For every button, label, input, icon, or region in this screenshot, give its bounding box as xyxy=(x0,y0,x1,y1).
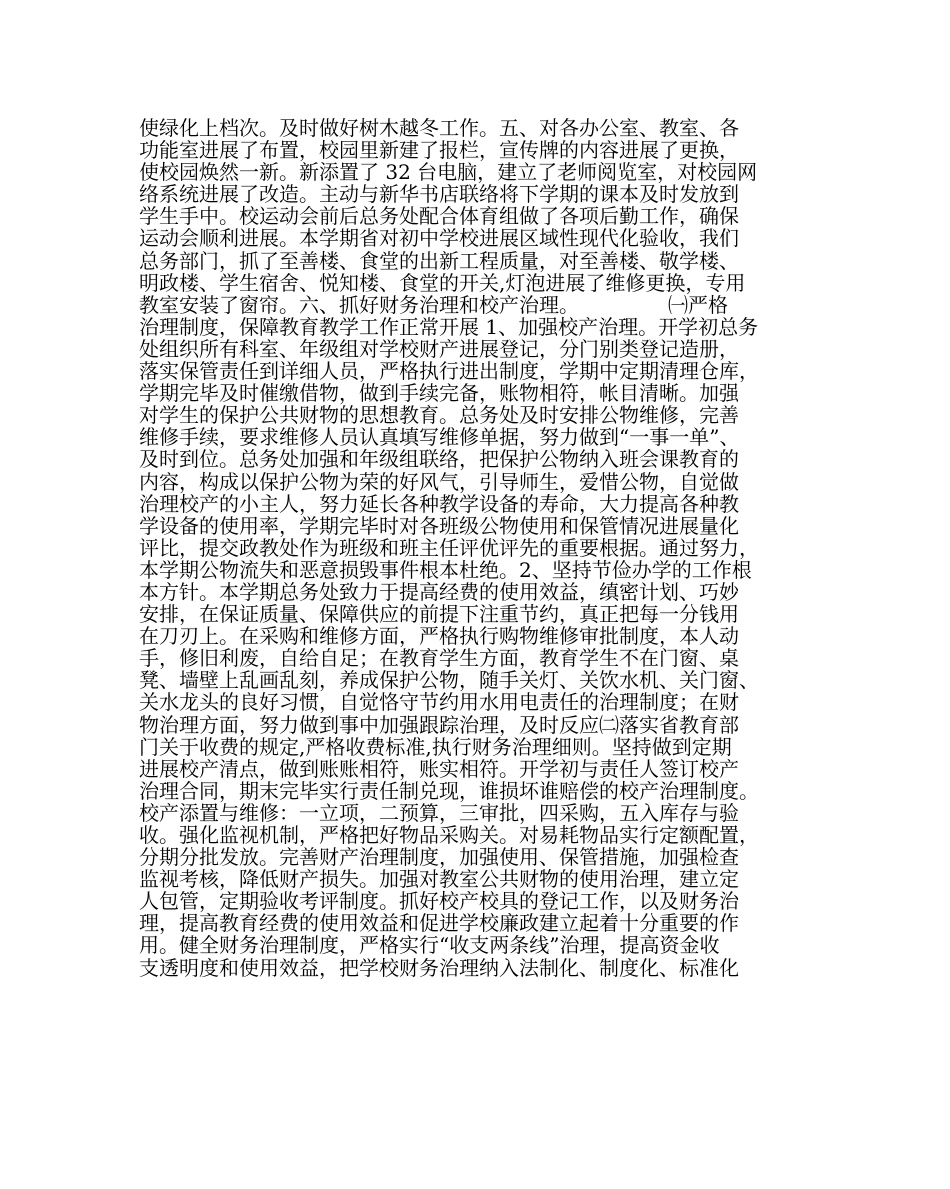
text-line: 收。强化监视机制，严格把好物品采购关。对易耗物品实行定额配置， xyxy=(139,823,759,847)
text-line: 监视考核，降低财产损失。加强对教室公共财物的使用治理，建立定 xyxy=(139,867,739,892)
text-line: 用。健全财务治理制度，严格实行“收支两条线”治理，提高资金收 xyxy=(139,933,720,958)
text-line: 学生手中。校运动会前后总务处配合体育组做了各项后勤工作，确保 xyxy=(139,204,739,229)
text-line: 使校园焕然一新。新添置了 32 台电脑，建立了老师阅览室，对校园网 xyxy=(139,160,758,185)
text-line: 功能室进展了布置，校园里新建了报栏，宣传牌的内容进展了更换， xyxy=(139,138,739,163)
text-line: 评比，提交政教处作为班级和班主任评优评先的重要根据。通过努力， xyxy=(139,535,759,560)
text-line: 及时到位。总务处加强和年级组联络，把保护公物纳入班会课教育的 xyxy=(139,447,739,472)
text-line: 学期完毕及时催缴借物，做到手续完备，账物相符，帐目清晰。加强 xyxy=(139,381,739,406)
text-line: 维修手续，要求维修人员认真填写维修单据，努力做到“一事一单”、 xyxy=(139,425,740,450)
text-line: 内容，构成以保护公物为荣的好风气，引导师生，爱惜公物，自觉做 xyxy=(139,469,739,494)
body-text xyxy=(139,117,819,979)
text-line: 人包管，定期验收考评制度。抓好校产校具的登记工作，以及财务治 xyxy=(139,889,739,914)
text-line: 进展校产清点，做到账账相符，账实相符。开学初与责任人签订校产 xyxy=(139,756,739,781)
text-line: 门关于收费的规定,严格收费标准,执行财务治理细则。坚持做到定期 xyxy=(139,734,732,759)
text-line: 落实保管责任到详细人员，严格执行进出制度，学期中定期清理仓库， xyxy=(139,359,759,384)
text-line: 理，提高教育经费的使用效益和促进学校廉政建立起着十分重要的作 xyxy=(139,911,739,936)
text-line: 治理合同，期末完毕实行责任制兑现，谁损坏谁赔偿的校产治理制度。 xyxy=(139,778,759,803)
text-line: 治理校产的小主人，努力延长各种教学设备的寿命，大力提高各种教 xyxy=(139,491,739,516)
text-line: 校产添置与维修：一立项，二预算，三审批，四采购，五入库存与验 xyxy=(139,800,739,825)
text-line: 使绿化上档次。及时做好树木越冬工作。五、对各办公室、教室、各 xyxy=(139,116,739,140)
text-line: 手，修旧利废，自给自足；在教育学生方面，教育学生不在门窗、桌 xyxy=(139,646,739,671)
text-line: 对学生的保护公共财物的思想教育。总务处及时安排公物维修，完善 xyxy=(139,403,739,428)
text-line: 支透明度和使用效益，把学校财务治理纳入法制化、制度化、标准化 xyxy=(139,955,739,980)
text-line: 安排，在保证质量、保障供应的前提下注重节约，真正把每一分钱用 xyxy=(139,602,739,627)
text-line: 运动会顺利进展。本学期省对初中学校进展区域性现代化验收，我们 xyxy=(139,226,739,251)
text-line: 总务部门，抓了至善楼、食堂的出新工程质量，对至善楼、敬学楼、 xyxy=(139,248,739,273)
text-line: 明政楼、学生宿舍、悦知楼、食堂的开关,灯泡进展了维修更换，专用 xyxy=(139,270,746,295)
text-line: 物治理方面，努力做到事中加强跟踪治理，及时反应㈡落实省教育部 xyxy=(139,712,739,737)
text-line: 本学期公物流失和恶意损毁事件根本杜绝。2、坚持节俭办学的工作根 xyxy=(139,557,752,582)
text-line: 络系统进展了改造。主动与新华书店联络将下学期的课本及时发放到 xyxy=(139,182,739,207)
text-line: 处组织所有科室、年级组对学校财产进展登记，分门别类登记造册， xyxy=(139,336,739,361)
text-line: 关水龙头的良好习惯，自觉恪守节约用水用电责任的治理制度；在财 xyxy=(139,690,739,715)
text-line: 教室安装了窗帘。六、抓好财务治理和校产治理。 ㈠严格 xyxy=(139,292,729,317)
text-line: 分期分批发放。完善财产治理制度，加强使用、保管措施，加强检查 xyxy=(139,845,739,870)
text-line: 学设备的使用率，学期完毕时对各班级公物使用和保管情况进展量化 xyxy=(139,513,739,538)
text-line: 本方针。本学期总务处致力于提高经费的使用效益，缜密计划、巧妙 xyxy=(139,579,739,604)
text-line: 治理制度，保障教育教学工作正常开展 1、加强校产治理。开学初总务 xyxy=(139,314,759,339)
text-line: 在刀刃上。在采购和维修方面，严格执行购物维修审批制度，本人动 xyxy=(139,624,739,649)
text-line: 凳、墙壁上乱画乱刻，养成保护公物，随手关灯、关饮水机、关门窗、 xyxy=(139,668,759,693)
